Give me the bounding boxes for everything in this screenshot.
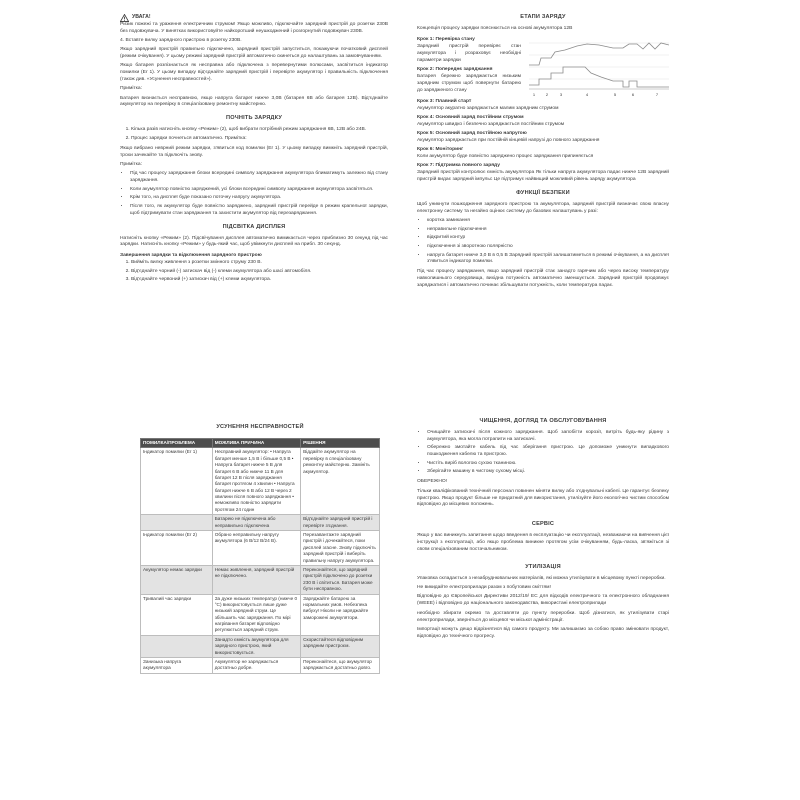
list-item: • Коли акумулятор повністю заряджений, усі блоки всередині символу заряджання акумулятора засвітяться. [130, 187, 388, 194]
list-item: 2. Процес зарядки почнеться автоматично. Примітка: [131, 136, 388, 143]
step-6-title: Крок 6: Моніторинг [417, 147, 464, 153]
list-item: • Під час процесу заряджання блоки всередині символу заряджання акумулятора блиматимуть залежно від стану заряджання. [130, 171, 388, 185]
charging-instructions-panel [120, 14, 388, 374]
step-7-text: Зарядний пристрій контролює ємність акумулятора Як тільки напруга акумулятора падає нижче 12В зарядний пристрій видає зарядний імпульс Це підтримує найвищий можливий рівень заряду акумулятора [417, 170, 669, 183]
warning-text: Ризик пожежі та ураження електричним струмом! Якщо можливо, підключайте зарядний пристрій до розетки 230В без подовжувача. У винятках використовуйте найкоротший неушкоджений і розгорнутий подовжувач 230В. [120, 22, 388, 34]
diagram-grid [529, 43, 669, 79]
table-cell: Тривалий час зарядки [141, 594, 213, 635]
care-list [417, 430, 669, 477]
safety-heading: ФУНКЦІЇ БЕЗПЕКИ [516, 190, 570, 197]
table-cell: Індикатор помилки (Er 2) [141, 531, 213, 566]
tick-label-7: 7 [655, 92, 659, 98]
table-cell: Віддайте акумулятор на перевірку в спеціалізовану ремонтну майстерню. Замініть акумулятор. [301, 448, 380, 515]
stages-heading: ЕТАПИ ЗАРЯДУ [520, 14, 566, 20]
finish-steps-list [120, 260, 388, 284]
charging-stages-diagram [525, 35, 669, 97]
table-cell: Скористайтеся відповідним зарядним пристроєм. [301, 635, 380, 657]
service-heading: СЕРВІС [531, 521, 555, 528]
column-header-solution: РІШЕННЯ [301, 438, 380, 447]
table-cell: Переконайтеся, що зарядний пристрій підключено до розетки 230 В і світиться. Батарея може бути несправною. [301, 565, 380, 594]
warning-heading [120, 14, 388, 22]
step-2-text: Батарея бережно заряджається низьким зарядним струмом щоб повернути батарею до зарядженого стану [417, 74, 521, 93]
backlight-heading: ПІДСВІТКА ДИСПЛЕЯ [222, 223, 286, 230]
start-charging-heading: ПОЧНІТЬ ЗАРЯДКУ [225, 115, 283, 122]
step-6-text: Коли акумулятор буде повністю заряджено процес заряджання припиняється [417, 154, 594, 160]
table-cell: Акумулятор не заряджається достатньо добре. [212, 658, 300, 674]
disposal-line: Імпортації можуть дещо відрізнятися від самого продукту. Ми залишаємо за собою право змінювати продукт, відповідно до технічного прогресу. [417, 626, 669, 639]
table-cell: Індикатор помилки (Er 1) [141, 448, 213, 515]
table-cell: Акумулятор немає зарядки [141, 565, 213, 594]
disposal-line: Упаковка складається з незабруднювальних матеріалів, які можна утилізувати в місцевому пункті переробки. [417, 576, 666, 582]
step-1-text: Зарядний пристрій перевіряє стан акумулятора і розраховує необхідні параметри зарядки [417, 44, 521, 63]
table-row [141, 448, 380, 515]
note-label: Примітка: [120, 86, 142, 92]
table-cell: Перезавантажте зарядний пристрій і дочекайтеся, поки дисплей згасне. Знову підключіть зарядний пристрій і виберіть правильну напругу акумулятора. [301, 531, 380, 566]
note-label: Примітка: [120, 161, 142, 167]
stage-steps-1-2 [417, 35, 521, 97]
care-text: Тільки кваліфікований технічний персонал повинен міняти вилку або з'єднувальні кабелі. Це гарантує безпеку пристрою. Якщо продукт більше не придатний для використання, утилізуйте його екологічно чистим способом відповідно до місцевих положень. [417, 488, 669, 508]
table-cell: Заряджайте батарею за нормальних умов. Небезпека вибуху! Ніколи не заряджайте заморожені акумулятори. [301, 594, 380, 635]
disposal-heading: УТИЛІЗАЦІЯ [525, 564, 561, 571]
safety-list [417, 218, 669, 266]
list-item: • Очищайте затискачі після кожного заряджання. Щоб запобігти корозії, витріть будь-яку рідину з акумулятора, яка могла потрапити на затискачі. [427, 430, 669, 444]
table-cell: Немає живлення, зарядний пристрій не підключено. [212, 565, 300, 594]
charging-stages-panel [417, 14, 669, 374]
stage-tick-labels [533, 92, 659, 97]
start-steps-list [120, 127, 388, 143]
charging-notes-list [120, 171, 388, 218]
current-curve [529, 67, 669, 87]
step-5-title: Крок 5: Основний заряд постійною напругою [417, 131, 527, 137]
step-1-title: Крок 1: Перевірка стану [417, 37, 475, 43]
finish-heading: Завершення зарядки та відключення зарядного пристрою [120, 253, 262, 259]
list-item: • напруга батареї нижче 3,0 В в 0,5 В Зарядний пристрій залишатиметься в режимі очікування, а на дисплеї з'явиться індикатор помилки. [427, 253, 669, 267]
step-5-text: Акумулятор заряджається при постійній кінцевій напрузі до повного заряджання [417, 138, 600, 144]
note-text: Батарея визнається несправною, якщо напруга батареї нижче 3,0В (батарея 6В або батарея 12В). Від'єднайте акумулятор на перевірку в спеціалізовану ремонтну майстерню. [120, 95, 388, 108]
list-item: 1. Вийміть вилку живлення з розетки змінного струму 230 В. [131, 260, 388, 267]
table-cell: Від'єднайте зарядний пристрій і перевірте з'єднання. [301, 515, 380, 531]
column-header-cause: МОЖЛИВА ПРИЧИНА [212, 438, 300, 447]
step-2-title: Крок 2: Попереднє заряджання [417, 67, 493, 73]
table-row [141, 531, 380, 566]
column-header-problem: ПОМИЛКА/ПРОБЛЕМА [141, 438, 213, 447]
stages-with-chart [417, 35, 669, 97]
wrong-mode-paragraph: Якщо вибрано неврний режим зарядки, з'явиться код помилки (Er 1). У цьому випадку вимкніть зарядний пристрій, трохи зачекайте та підключіть знову. [120, 145, 388, 158]
disposal-line: Відповідно до Європейської Директиви 2012/19/ ЕС для відходів електричного та електронного обладнання (WEEE) і відповідно до національного законодавства, використані електроприлади [417, 594, 669, 607]
safety-intro: Щоб уникнути пошкодження зарядного пристрою та акумулятора, зарядний пристрій визначає свою власну електронну систему та негайно оцінює систему до базових налаштувань у разі: [417, 202, 669, 215]
step-4-text: 4. Вставте вилку зарядного пристрою в розетку 230В. [120, 38, 242, 44]
care-heading: ЧИЩЕННЯ, ДОГЛЯД ТА ОБСЛУГОВУВАННЯ [479, 418, 607, 424]
table-cell [141, 635, 213, 657]
warning-triangle-icon [120, 14, 129, 22]
list-item: 2. Від'єднайте чорний (-) затискач від (-) клеми акумулятора або шасі автомобіля. [131, 269, 388, 276]
table-cell: За дуже низьких температур (нижче 0 °C) використовується лише дуже низький зарядний струм. Це збільшить час заряджання. По мірі нагрівання батареї відповідно регулюється зарядний струм. [212, 594, 300, 635]
disposal-line: необхідно збирати окремо та доставляти до пункту переробки. Щоб дізнатися, як утилізувати старі електроприлади, зверніться до місцевої чи міської адміністрації. [417, 610, 669, 623]
backlight-text: Натисніть кнопку «Режим» (2). Підсвічування дисплея автоматично вимикається через приблизно 30 секунд під час зарядки. Натисніть кнопку «Режим» у будь-який час, щоб увімкнути дисплей на прибл. 30 секунд. [120, 235, 388, 248]
list-item: 3. Від'єднайте червоний (+) затискач від (+) клеми акумулятора. [131, 277, 388, 284]
list-item: 1. Кілька разів натисніть кнопку «Режим» (2), щоб вибрати потрібний режим заряджання 6В, 12В або 24В. [131, 127, 388, 134]
table-cell [141, 515, 213, 531]
list-item: • Після того, як акумулятор буде повністю заряджено, зарядний пристрій перейде в режим крапельної зарядки, щоб підтримувати стан заряджання та захистити акумулятор від перезаряджання. [130, 204, 388, 218]
table-row [141, 594, 380, 635]
list-item: • підключення зі зворотною полярністю [427, 244, 669, 251]
list-item: • неправильне підключення [427, 227, 669, 234]
list-item: • відкритий контур [427, 235, 669, 242]
service-text: Якщо у вас виникнуть запитання щодо введення в експлуатацію чи експлуатації, незважаючи на вивчення цієї інструкції з експлуатації, або якщо проблема виникне протягом усім очікуванням, будь-ласка, зв'яжіться зі своїм спеціалізованим постачальником. [417, 533, 669, 553]
table-row [141, 515, 380, 531]
step-3-text: Акумулятор акуратно заряджається малим зарядним струмом [417, 106, 559, 112]
table-cell: Несправний акумулятор: • Напруга батареї менше 1,5 В і більше 0,5 В • Напруга батареї нижче 5 В для батареї 6 В або нижче 11 В для батареї 12 В після заряджання батареї протягом 4 хвилин • Напруга батареї нижче 6 В або 12 В через 2 хвилини після повного заряджання • неможливо повністю зарядити протягом 24 годин [212, 448, 300, 515]
stages-intro: Концепція процесу зарядки пояснюється на основі акумулятора 12В [417, 25, 573, 31]
step-4-text: Акумулятор швидко і безпечно заряджається постійним струмом [417, 122, 565, 128]
table-cell: Переконайтеся, що акумулятор заряджається достатньо довго. [301, 658, 380, 674]
table-cell: Занадто ємність акумулятора для зарядного пристрою, який використовується. [212, 635, 300, 657]
table-cell: Занизька напруга акумулятора [141, 658, 213, 674]
tick-label-3: 3 [559, 92, 563, 98]
tick-label-6: 6 [631, 92, 635, 98]
troubleshooting-panel [140, 418, 380, 800]
list-item: • Зберігайте машину в чистому сухому місці. [427, 469, 669, 476]
safety-outro: Під час процесу заряджання, якщо зарядний пристрій стає занадто гарячим або через високу температуру навколишнього середовища, вихідна потужність автоматично зменшується. Зарядний пристрій продовжує заряджатися і автоматично починає збільшувати потужність, коли температура падає. [417, 269, 669, 289]
startup-paragraph: Якщо зарядний пристрій правильно підключено, зарядний пристрій запуститься, покажуючи початковий дисплей (режим очікування). У цьому режимі зарядний пристрій автоматично скинеться до налаштувань за замовчуванням. [120, 47, 388, 60]
list-item: • Обережно змотайте кабель під час зберігання пристрою. Це допоможе уникнути випадкового пошкодження кабелю та пристрою. [427, 445, 669, 459]
tick-label-5: 5 [613, 92, 617, 98]
voltage-curve [529, 43, 669, 65]
warning-title: УВАГА! [132, 14, 151, 21]
step-7-title: Крок 7: Підтримка повного заряду [417, 163, 500, 169]
step-4-title: Крок 4: Основний заряд постійним струмом [417, 115, 524, 121]
error-paragraph: Якщо батарея розпізнається як несправна або підключена з перевернутими полюсами, засвітиться індикатор помилки (Er 1). У цьому випадку від'єднайте зарядний пристрій і перевірте акумулятор і правильність підключення (також див. «Усунення несправностей»). [120, 63, 388, 83]
tick-label-2: 2 [545, 92, 549, 98]
list-item: • коротка замикання [427, 218, 669, 225]
list-item: • Чистіть виріб вологою сухою тканиною. [427, 461, 669, 468]
list-item: • Крім того, на дисплеї буде показано поточну напругу акумулятора. [130, 195, 388, 202]
troubleshooting-table [140, 438, 380, 674]
table-cell: Обрано неправильну напругу акумулятора (6 В/12 В/24 В). [212, 531, 300, 566]
table-header-row [141, 438, 380, 447]
disposal-line: Не викидайте електроприлади разом з побутовим сміттям! [417, 585, 551, 591]
tick-label-1: 1 [532, 92, 536, 98]
table-row [141, 565, 380, 594]
caution-label: ОБЕРЕЖНО! [417, 479, 448, 485]
care-service-panel [417, 418, 669, 718]
table-row [141, 658, 380, 674]
tick-label-4: 4 [585, 92, 589, 98]
step-3-title: Крок 3: Плавний старт [417, 99, 472, 105]
table-row [141, 635, 380, 657]
table-cell: Батарею не підключена або неправильно підключена [212, 515, 300, 531]
troubleshooting-heading: УСУНЕННЯ НЕСПРАВНОСТЕЙ [216, 424, 304, 430]
